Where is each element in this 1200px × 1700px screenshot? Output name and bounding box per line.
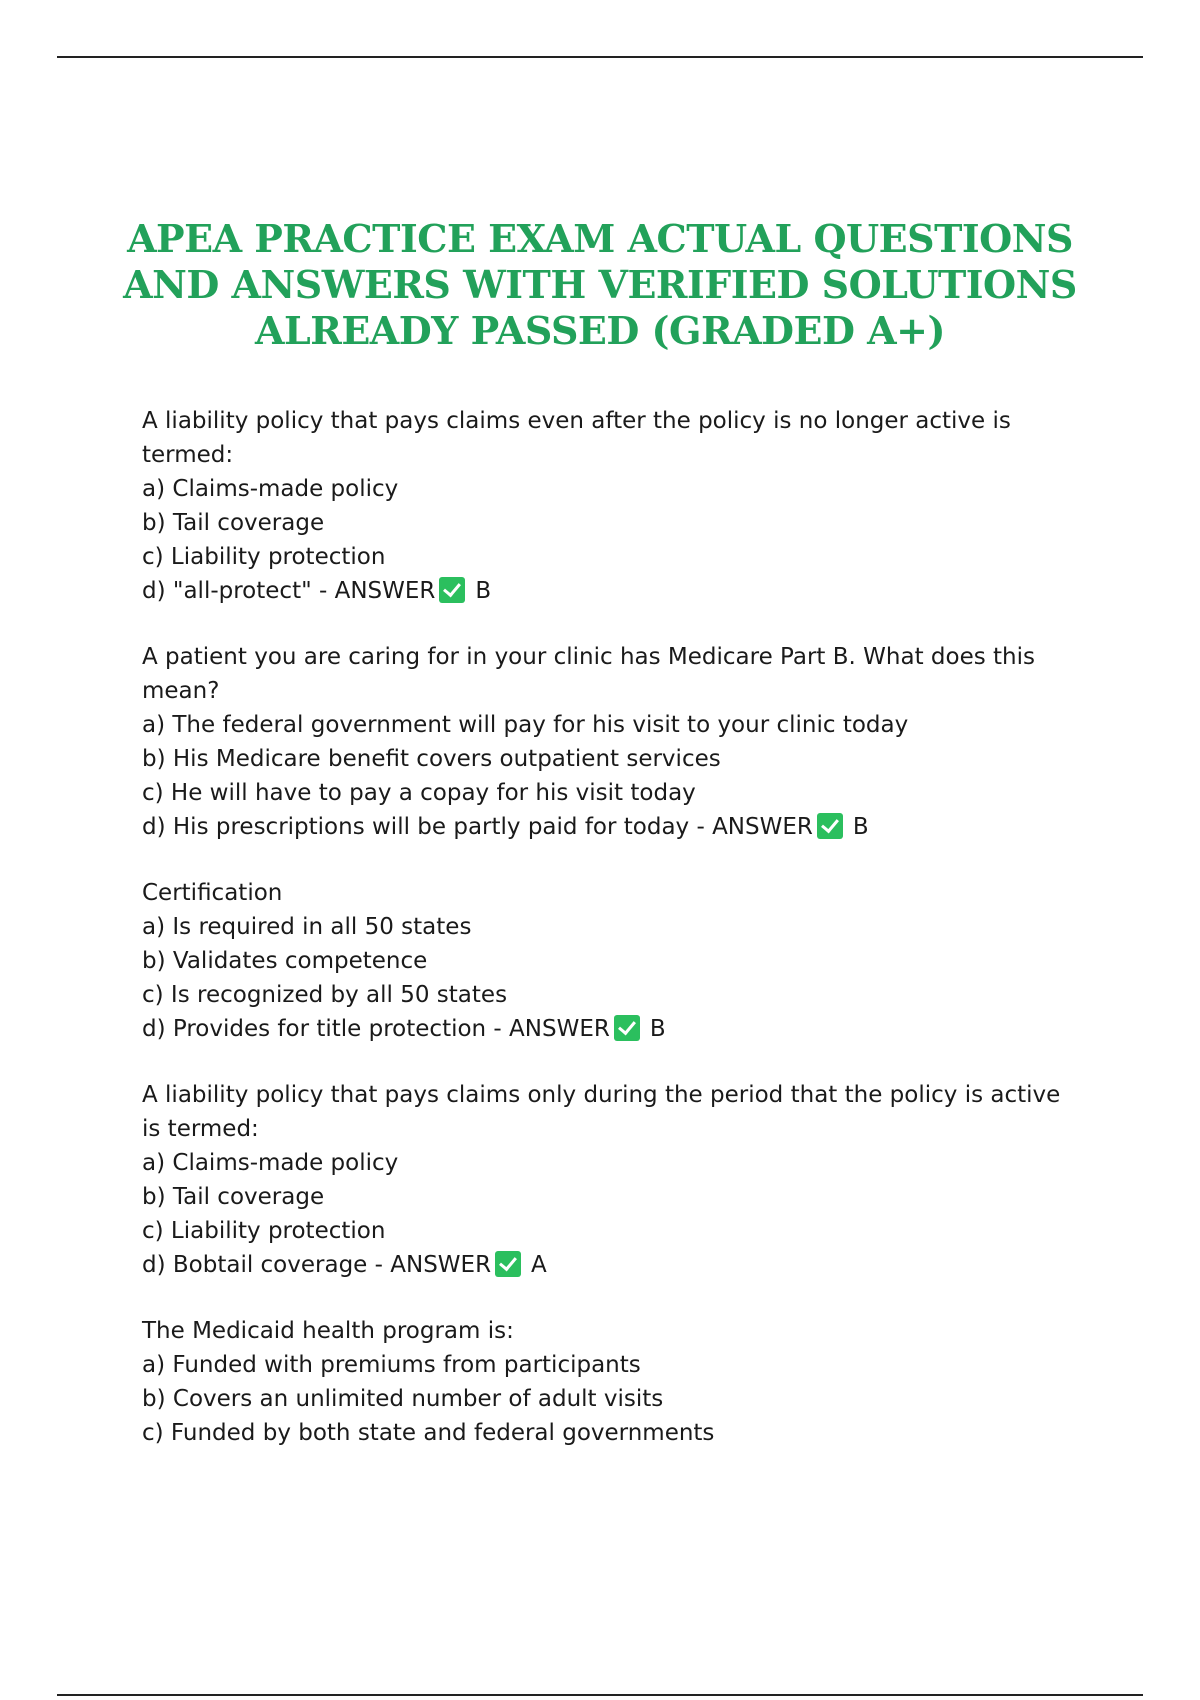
title-line-2: AND ANSWERS WITH VERIFIED SOLUTIONS (123, 262, 1077, 307)
answer-label: ANSWER (509, 1016, 610, 1042)
bottom-divider (57, 1694, 1143, 1696)
checkmark-icon (817, 813, 843, 839)
option-b: b) Tail coverage (142, 510, 325, 536)
option-c: c) Funded by both state and federal governments (142, 1420, 715, 1446)
document-title (100, 216, 1100, 354)
option-a: a) Claims-made policy (142, 1150, 399, 1176)
answer-value: A (531, 1252, 547, 1278)
title-line-1: APEA PRACTICE EXAM ACTUAL QUESTIONS (127, 216, 1073, 261)
option-a: a) Claims-made policy (142, 476, 399, 502)
option-b: b) Tail coverage (142, 1184, 325, 1210)
option-d-with-answer (142, 1012, 1062, 1046)
answer-value: B (852, 814, 869, 840)
option-c: c) Is recognized by all 50 states (142, 982, 508, 1008)
question-block-2 (142, 640, 1062, 844)
option-d-with-answer (142, 1248, 1062, 1282)
option-d-with-answer (142, 810, 1062, 844)
option-d-with-answer (142, 574, 1062, 608)
option-a: a) The federal government will pay for his visit to your clinic today (142, 712, 909, 738)
question-block-3 (142, 876, 1062, 1046)
title-line-3: ALREADY PASSED (GRADED A+) (255, 308, 945, 353)
option-b: b) His Medicare benefit covers outpatient services (142, 746, 721, 772)
answer-value: B (649, 1016, 666, 1042)
option-c: c) He will have to pay a copay for his visit today (142, 780, 696, 806)
question-block-4 (142, 1078, 1062, 1282)
option-a: a) Funded with premiums from participants (142, 1352, 641, 1378)
answer-value: B (475, 578, 492, 604)
option-d: d) "all-protect" - (142, 578, 335, 604)
top-divider (57, 56, 1143, 58)
option-b: b) Covers an unlimited number of adult visits (142, 1386, 664, 1412)
option-d: d) Provides for title protection - (142, 1016, 510, 1042)
checkmark-icon (439, 577, 465, 603)
option-b: b) Validates competence (142, 948, 428, 974)
question-block-1 (142, 404, 1062, 608)
option-d: d) Bobtail coverage - (142, 1252, 391, 1278)
option-d: d) His prescriptions will be partly paid for today - (142, 814, 713, 840)
answer-label: ANSWER (712, 814, 813, 840)
option-c: c) Liability protection (142, 1218, 386, 1244)
answer-label: ANSWER (334, 578, 436, 604)
checkmark-icon (614, 1015, 640, 1041)
question-text: A liability policy that pays claims only during the period that the policy is active is termed: (142, 1082, 1061, 1142)
question-text: Certification (142, 880, 283, 906)
answer-label: ANSWER (390, 1252, 492, 1278)
question-list (142, 404, 1062, 1482)
option-c: c) Liability protection (142, 544, 386, 570)
question-text: A liability policy that pays claims even after the policy is no longer active is termed: (142, 408, 1011, 468)
question-text: The Medicaid health program is: (142, 1318, 514, 1344)
checkmark-icon (495, 1251, 521, 1277)
option-a: a) Is required in all 50 states (142, 914, 472, 940)
question-text: A patient you are caring for in your clinic has Medicare Part B. What does this mean? (142, 644, 1035, 704)
question-block-5 (142, 1314, 1062, 1450)
